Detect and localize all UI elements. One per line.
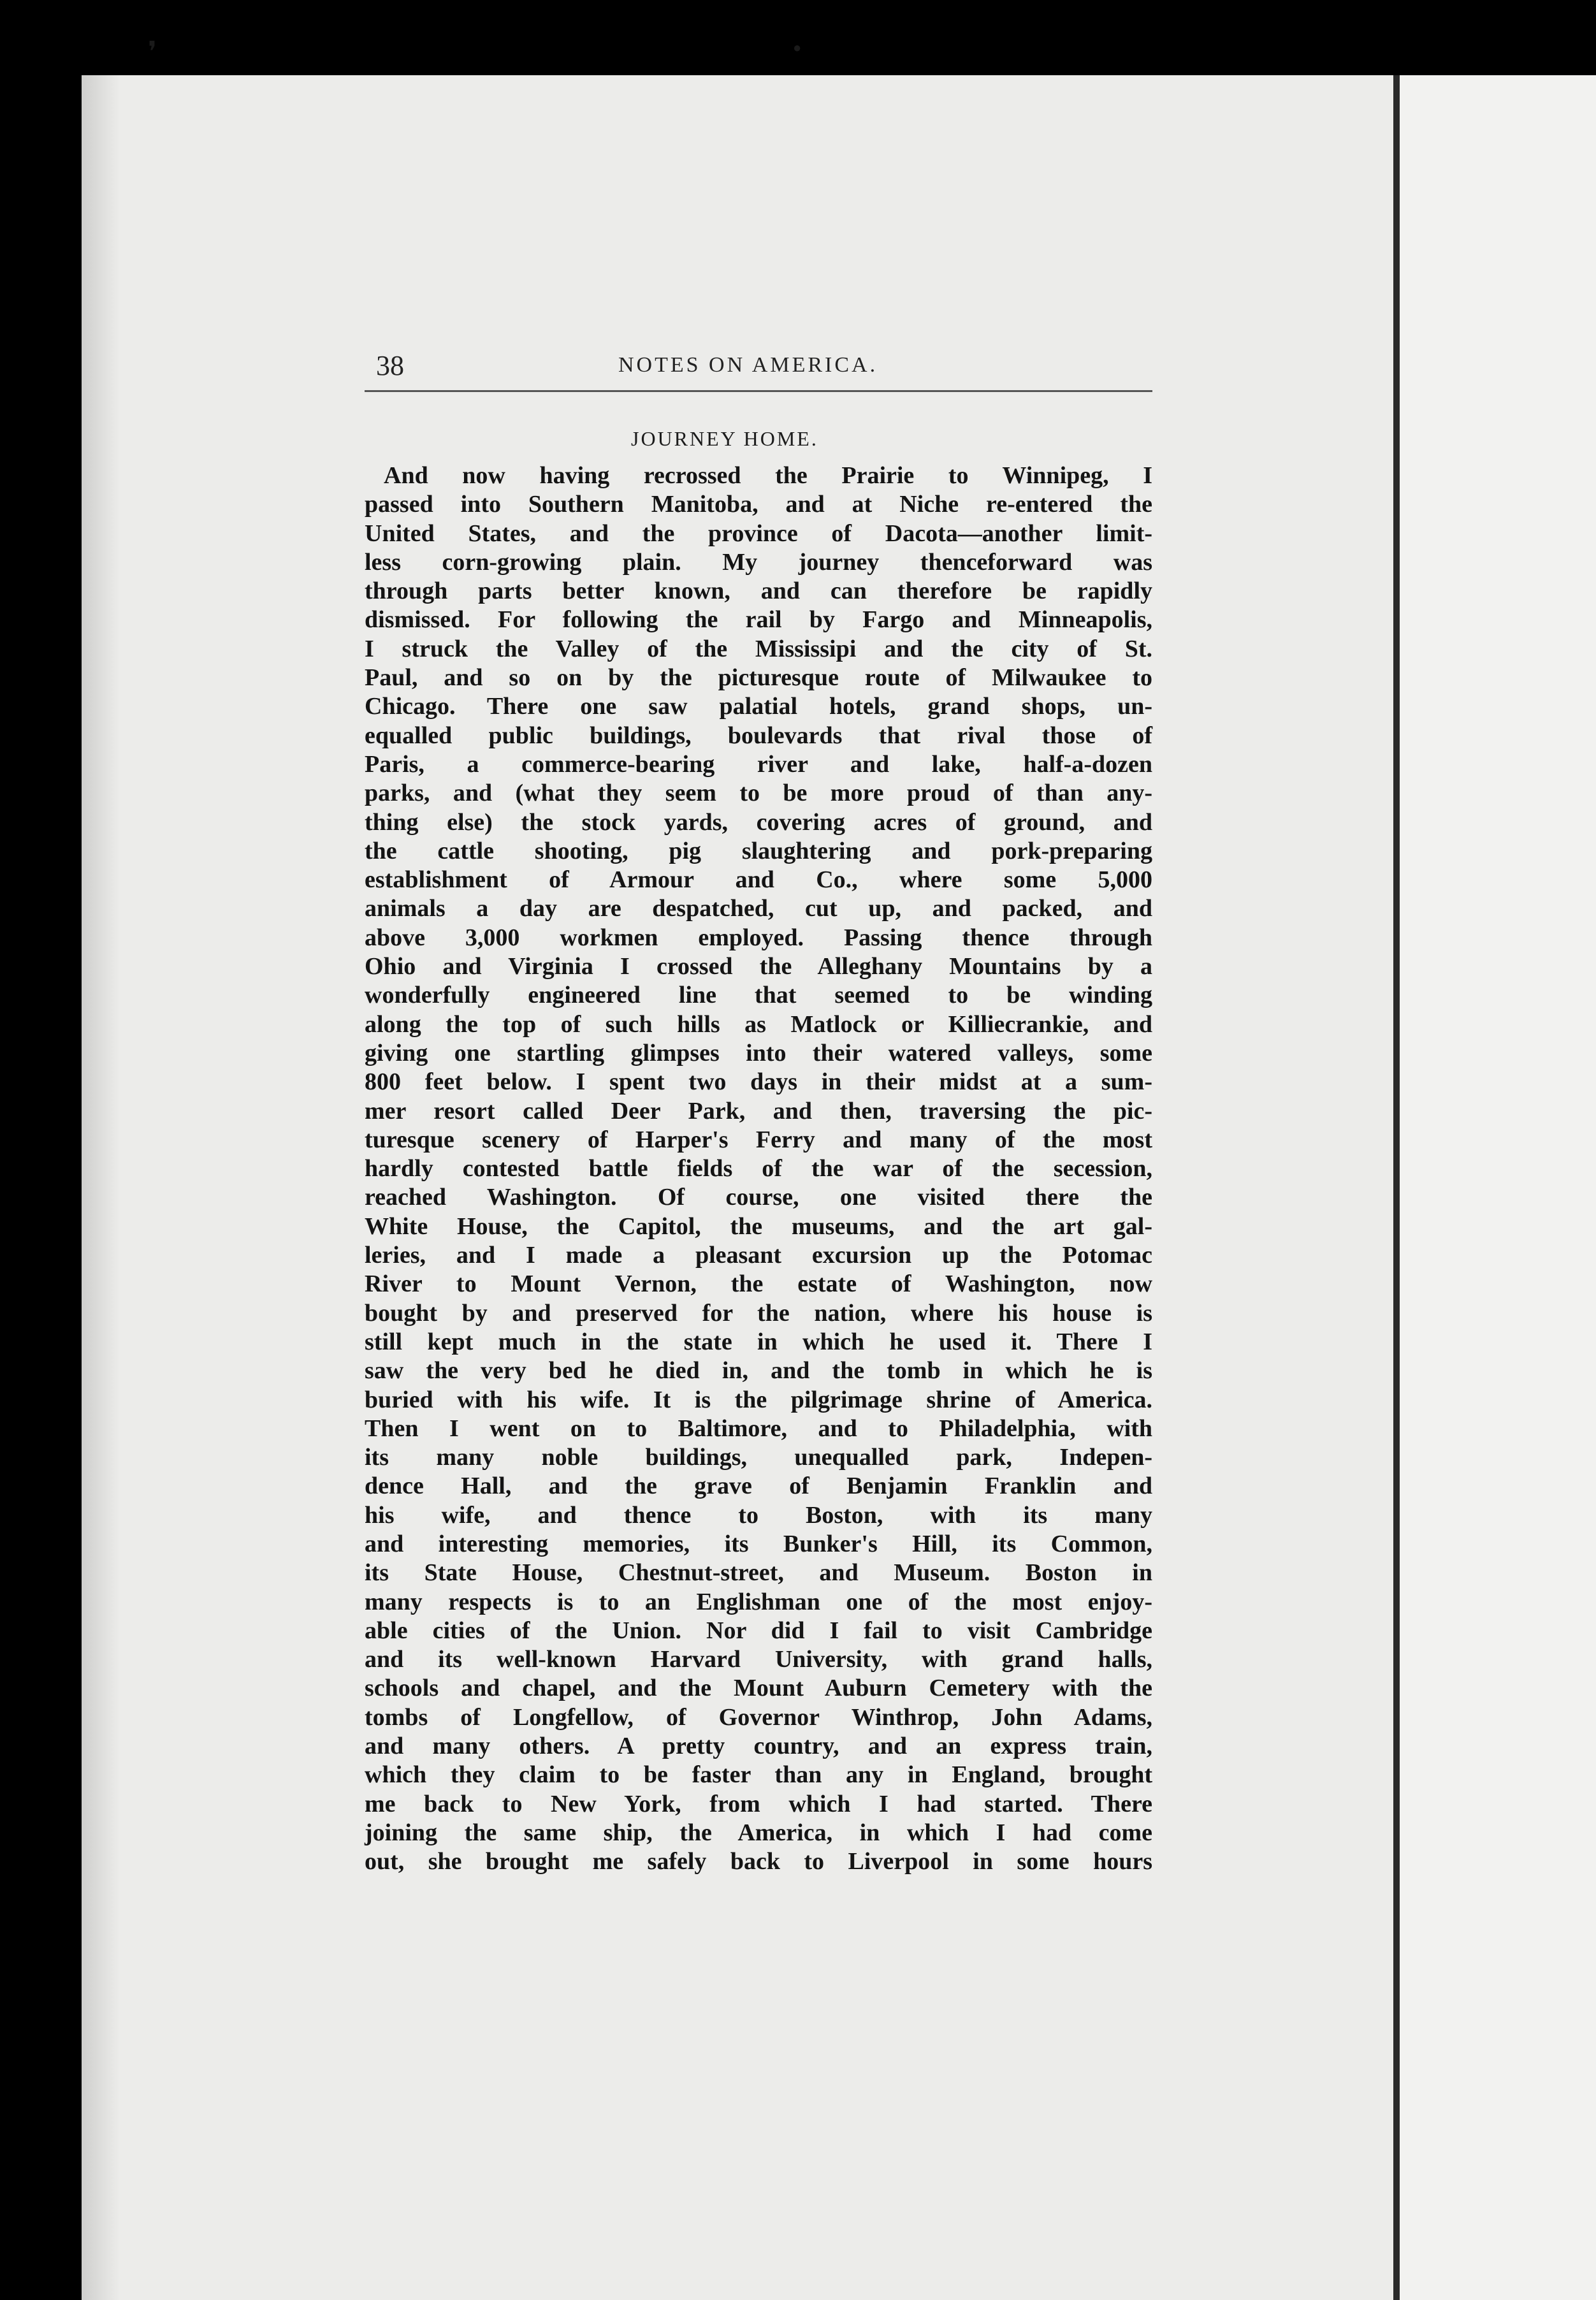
text-line: above 3,000 workmen employed. Passing thence through bbox=[365, 924, 1152, 951]
text-line: dence Hall, and the grave of Benjamin Franklin and bbox=[365, 1473, 1152, 1500]
header-rule bbox=[365, 390, 1152, 392]
text-line: I struck the Valley of the Mississipi and the city of St. bbox=[365, 635, 1152, 662]
text-line: joining the same ship, the America, in which I had come bbox=[365, 1819, 1152, 1846]
text-line: which they claim to be faster than any in England, brought bbox=[365, 1761, 1152, 1789]
page-header bbox=[376, 349, 1154, 388]
text-line: establishment of Armour and Co., where some 5,000 bbox=[365, 866, 1152, 894]
text-line: the cattle shooting, pig slaughtering and pork-preparing bbox=[365, 837, 1152, 864]
text-line: United States, and the province of Dacota—another limit- bbox=[365, 520, 1152, 547]
text-line: Paul, and so on by the picturesque route of Milwaukee to bbox=[365, 664, 1152, 692]
text-line: me back to New York, from which I had started. There bbox=[365, 1790, 1152, 1817]
text-line: its State House, Chestnut-street, and Museum. Boston in bbox=[365, 1559, 1152, 1587]
running-title: NOTES ON AMERICA. bbox=[618, 353, 878, 377]
text-line: Ohio and Virginia I crossed the Alleghany Mountains by a bbox=[365, 953, 1152, 980]
text-line: passed into Southern Manitoba, and at Niche re-entered the bbox=[365, 491, 1152, 518]
text-line: Chicago. There one saw palatial hotels, grand shops, un- bbox=[365, 693, 1152, 720]
text-line: thing else) the stock yards, covering acres of ground, and bbox=[365, 808, 1152, 836]
text-line: saw the very bed he died in, and the tomb in which he is bbox=[365, 1357, 1152, 1385]
text-line: along the top of such hills as Matlock or Killiecrankie, and bbox=[365, 1010, 1152, 1038]
page-number: 38 bbox=[376, 350, 404, 381]
text-line: giving one startling glimpses into their watered valleys, some bbox=[365, 1039, 1152, 1066]
text-line: And now having recrossed the Prairie to Winnipeg, I bbox=[384, 462, 1152, 489]
text-line: schools and chapel, and the Mount Auburn Cemetery with the bbox=[365, 1675, 1152, 1702]
text-line: turesque scenery of Harper's Ferry and many of the most bbox=[365, 1126, 1152, 1153]
text-line: reached Washington. Of course, one visited there the bbox=[365, 1184, 1152, 1211]
text-line: out, she brought me safely back to Liverpool in some hours bbox=[365, 1848, 1152, 1875]
text-line: his wife, and thence to Boston, with its many bbox=[365, 1501, 1152, 1529]
text-line: and many others. A pretty country, and an express train, bbox=[365, 1733, 1152, 1760]
text-line: bought by and preserved for the nation, where his house is bbox=[365, 1299, 1152, 1327]
page-gutter-shadow bbox=[82, 75, 120, 2300]
text-line: less corn-growing plain. My journey thenceforward was bbox=[365, 548, 1152, 576]
scan-speck: ❜ bbox=[148, 36, 157, 68]
scan-speck: ● bbox=[793, 40, 802, 55]
text-line: hardly contested battle fields of the war of the secession, bbox=[365, 1155, 1152, 1183]
text-line: buried with his wife. It is the pilgrimage shrine of America. bbox=[365, 1386, 1152, 1413]
text-line: animals a day are despatched, cut up, and packed, and bbox=[365, 895, 1152, 922]
text-line: able cities of the Union. Nor did I fail to visit Cambridge bbox=[365, 1617, 1152, 1644]
text-line: many respects is to an Englishman one of the most enjoy- bbox=[365, 1588, 1152, 1615]
text-line: Then I went on to Baltimore, and to Philadelphia, with bbox=[365, 1415, 1152, 1442]
text-line: and its well-known Harvard University, with grand halls, bbox=[365, 1646, 1152, 1673]
section-title: JOURNEY HOME. bbox=[631, 427, 818, 450]
text-line: River to Mount Vernon, the estate of Washington, now bbox=[365, 1270, 1152, 1298]
text-line: dismissed. For following the rail by Fargo and Minneapolis, bbox=[365, 606, 1152, 634]
text-line: wonderfully engineered line that seemed to be winding bbox=[365, 982, 1152, 1009]
text-line: Paris, a commerce-bearing river and lake, half-a-dozen bbox=[365, 750, 1152, 778]
text-line: 800 feet below. I spent two days in their midst at a sum- bbox=[365, 1068, 1152, 1096]
text-line: mer resort called Deer Park, and then, traversing the pic- bbox=[365, 1097, 1152, 1125]
body-text bbox=[365, 462, 1152, 1877]
text-line: and interesting memories, its Bunker's Hill, its Common, bbox=[365, 1530, 1152, 1557]
text-line: tombs of Longfellow, of Governor Winthrop, John Adams, bbox=[365, 1703, 1152, 1731]
text-line: White House, the Capitol, the museums, and the art gal- bbox=[365, 1212, 1152, 1240]
text-line: leries, and I made a pleasant excursion up the Potomac bbox=[365, 1242, 1152, 1269]
text-line: still kept much in the state in which he used it. There I bbox=[365, 1328, 1152, 1355]
text-line: its many noble buildings, unequalled park, Indepen- bbox=[365, 1444, 1152, 1471]
text-line: through parts better known, and can therefore be rapidly bbox=[365, 578, 1152, 605]
adjacent-page-edge bbox=[1400, 75, 1596, 2300]
text-line: equalled public buildings, boulevards that rival those of bbox=[365, 722, 1152, 749]
text-line: parks, and (what they seem to be more proud of than any- bbox=[365, 780, 1152, 807]
